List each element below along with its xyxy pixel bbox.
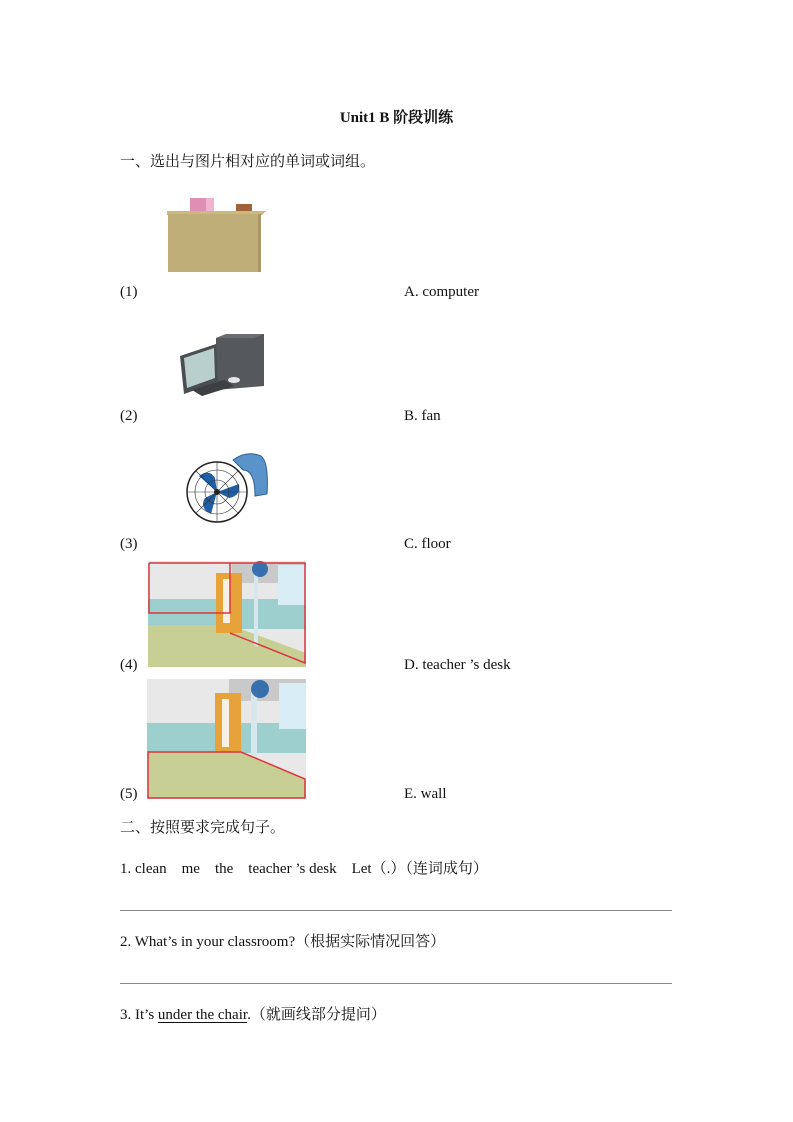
classroom-floor-highlighted-image [147, 679, 306, 799]
question-2-instruction: （根据实际情况回答） [295, 934, 446, 950]
classroom-walls-highlighted-image [148, 561, 306, 667]
question-2-text: 2. What’s in your classroom? [120, 934, 296, 950]
answer-line-2[interactable] [120, 983, 672, 984]
option-b: B. fan [404, 408, 441, 424]
part1-heading: 一、选出与图片相对应的单词或词组。 [120, 154, 376, 170]
fan-image [185, 450, 271, 526]
item-label-1: (1) [120, 284, 138, 300]
item-label-2: (2) [120, 408, 138, 424]
item-label-4: (4) [120, 657, 138, 673]
question-3-underlined: under the chair [157, 1007, 248, 1023]
part2-heading: 二、按照要求完成句子。 [120, 820, 286, 836]
question-1: 1. clean me the teacher ’s desk Let（.）（连词成句） [120, 861, 488, 877]
question-2 [120, 930, 445, 951]
item-label-5: (5) [120, 786, 138, 802]
question-3-instruction: （就画线部分提问） [250, 1007, 386, 1023]
question-3-suffix: . [247, 1007, 251, 1023]
teachers-desk-image [166, 196, 266, 274]
question-3-prefix: 3. It’s [120, 1007, 158, 1023]
page-title: Unit1 B 阶段训练 [339, 110, 454, 126]
answer-line-1[interactable] [120, 910, 672, 911]
question-3 [120, 1003, 386, 1024]
option-c: C. floor [404, 536, 451, 552]
option-d: D. teacher ’s desk [404, 657, 511, 673]
option-e: E. wall [404, 786, 447, 802]
option-a: A. computer [404, 284, 479, 300]
computer-image [178, 332, 266, 398]
item-label-3: (3) [120, 536, 138, 552]
